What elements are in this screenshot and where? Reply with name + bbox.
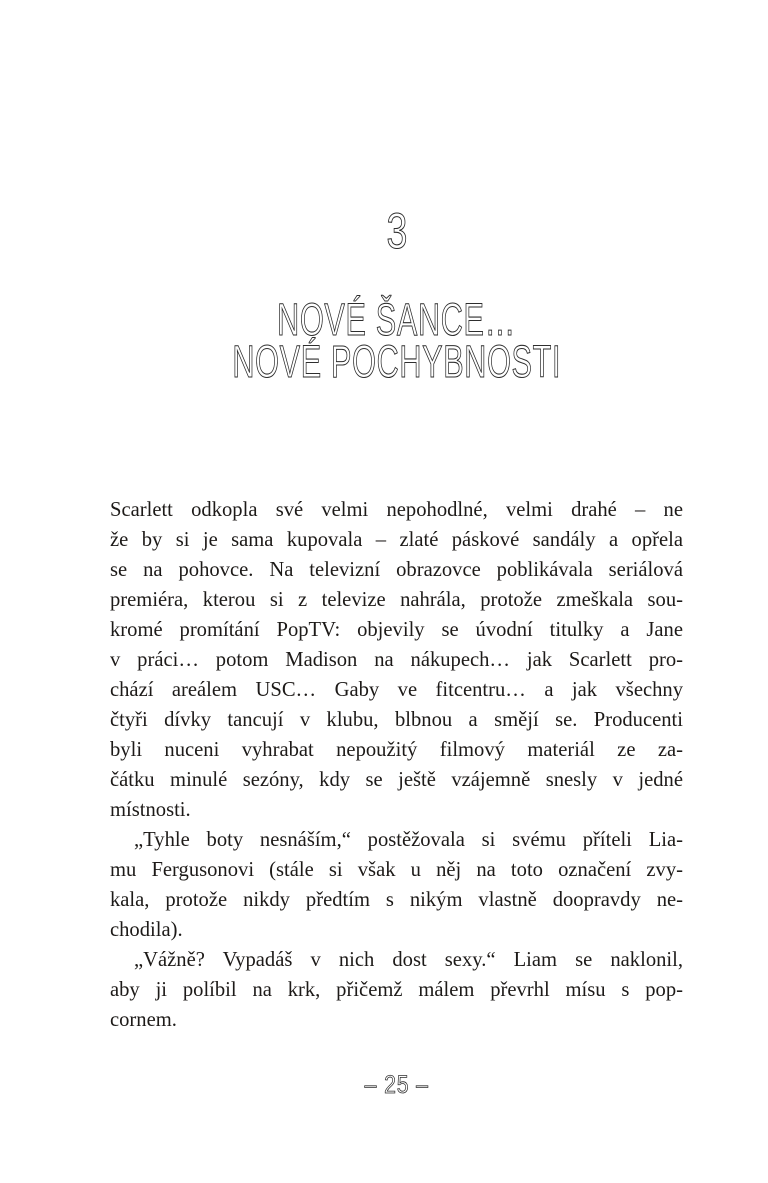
- chapter-title-line-2: NOVÉ POCHYBNOSTI: [232, 336, 561, 387]
- page-number: [110, 1070, 683, 1100]
- text-line: místnosti.: [110, 799, 191, 821]
- text-line: chodila).: [110, 919, 183, 941]
- chapter-title-line-1: NOVÉ ŠANCE…: [277, 294, 516, 345]
- text-line: byli nuceni vyhrabat nepoužitý filmový materiál ze za-: [110, 739, 683, 761]
- text-line: že by si je sama kupovala – zlaté páskové sandály a opřela: [110, 529, 683, 551]
- text-line: aby ji políbil na krk, přičemž málem převrhl mísu s pop-: [110, 979, 683, 1001]
- text-line: v práci… potom Madison na nákupech… jak Scarlett pro-: [110, 649, 683, 671]
- text-line: chází areálem USC… Gaby ve fitcentru… a jak všechny: [110, 679, 683, 701]
- chapter-title: [110, 294, 683, 387]
- body-text: [110, 495, 683, 1035]
- text-line: cornem.: [110, 1009, 177, 1031]
- text-line: „Tyhle boty nesnáším,“ postěžovala si svému příteli Lia-: [134, 829, 683, 851]
- chapter-number: [110, 203, 683, 259]
- chapter-number-text: 3: [386, 203, 407, 259]
- text-line: čtyři dívky tancují v klubu, blbnou a smějí se. Producenti: [110, 709, 683, 731]
- text-line: Scarlett odkopla své velmi nepohodlné, velmi drahé – ne: [110, 499, 683, 521]
- text-line: se na pohovce. Na televizní obrazovce poblikávala seriálová: [110, 559, 683, 581]
- text-line: kala, protože nikdy předtím s nikým vlastně doopravdy ne-: [110, 889, 683, 911]
- text-line: premiéra, kterou si z televize nahrála, protože zmeškala sou-: [110, 589, 683, 611]
- text-line: mu Fergusonovi (stále si však u něj na toto označení zvy-: [110, 859, 683, 881]
- text-line: čátku minulé sezóny, kdy se ještě vzájemně snesly v jedné: [110, 769, 683, 791]
- page-number-text: – 25 –: [364, 1071, 429, 1099]
- text-line: kromé promítání PopTV: objevily se úvodní titulky a Jane: [110, 619, 683, 641]
- text-line: „Vážně? Vypadáš v nich dost sexy.“ Liam se naklonil,: [134, 949, 683, 971]
